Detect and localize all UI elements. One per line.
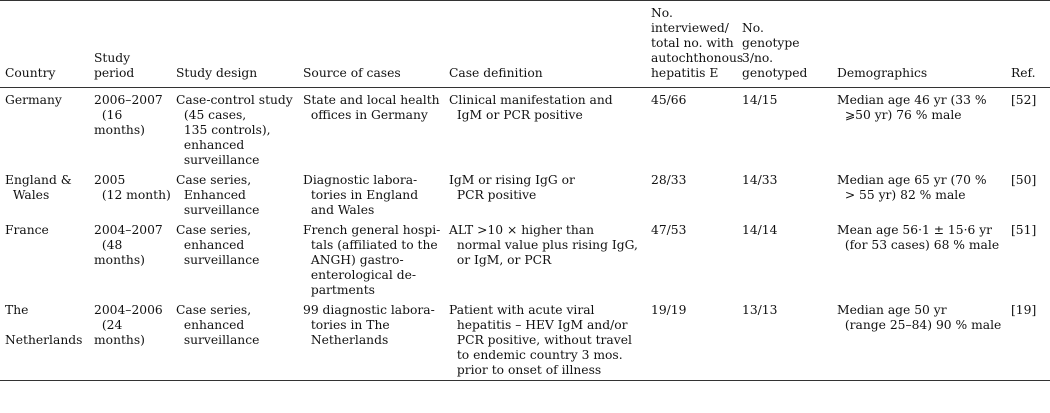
cell-ref: [51] xyxy=(1011,223,1037,237)
cell-line: IgM or rising IgG or xyxy=(449,173,575,187)
cell-case-definition xyxy=(444,88,646,169)
cell-line: Patient with acute viral xyxy=(449,303,595,317)
cell-no-interviewed: 28/33 xyxy=(651,173,687,187)
cell-line: enhanced xyxy=(176,318,245,332)
header-line: No. xyxy=(742,21,764,35)
cell-line: to endemic country 3 mos. xyxy=(449,348,623,362)
cell-line: PCR positive, without travel xyxy=(449,333,632,347)
cell-source-of-cases xyxy=(298,88,444,169)
cell-ref: [50] xyxy=(1011,173,1037,187)
cell-line: (for 53 cases) 68 % male xyxy=(837,238,1000,252)
cell-line: surveillance xyxy=(176,253,260,267)
cell-ref: [19] xyxy=(1011,303,1037,317)
cell-line: ⩾50 yr) 76 % male xyxy=(837,108,962,122)
cell-line: 2004–2006 xyxy=(94,303,163,317)
cell-line: French general hospi- xyxy=(303,223,441,237)
header-line: autochthonous xyxy=(651,51,744,65)
cell-line: ALT >10 × higher than xyxy=(449,223,595,237)
cell-line: (range 25–84) 90 % male xyxy=(837,318,1002,332)
cell-demographics xyxy=(832,218,1006,298)
cell-line: Case-control study xyxy=(176,93,293,107)
cell-line: Case series, xyxy=(176,173,252,187)
header-ref: Ref. xyxy=(1011,66,1036,80)
cell-ref: [52] xyxy=(1011,93,1037,107)
cell-study-design xyxy=(171,218,298,298)
header-line: genotyped xyxy=(742,66,808,80)
cell-case-definition xyxy=(444,298,646,381)
cell-case-definition xyxy=(444,218,646,298)
cell-study-design xyxy=(171,168,298,218)
cell-country xyxy=(0,298,89,381)
cell-line: enhanced xyxy=(176,138,245,152)
cell-line: tals (affiliated to the xyxy=(303,238,438,252)
header-line: total no. with xyxy=(651,36,734,50)
cell-genotype: 14/14 xyxy=(742,223,778,237)
table-row xyxy=(0,88,1050,169)
cell-genotype: 14/33 xyxy=(742,173,778,187)
cell-no-interviewed: 47/53 xyxy=(651,223,687,237)
header-country: Country xyxy=(5,66,56,80)
cell-line: Case series, xyxy=(176,303,252,317)
cell-line: ANGH) gastro- xyxy=(303,253,404,267)
cell-line: Netherlands xyxy=(5,318,83,347)
cell-line: Median age 50 yr xyxy=(837,303,947,317)
cell-no-interviewed: 19/19 xyxy=(651,303,687,317)
cell-study-period xyxy=(89,168,171,218)
cell-line: and Wales xyxy=(303,203,375,217)
cell-line: 2005 xyxy=(94,173,126,187)
cell-country xyxy=(0,88,89,169)
cell-study-period xyxy=(89,298,171,381)
cell-line: Germany xyxy=(5,93,62,107)
cell-country xyxy=(0,218,89,298)
cell-country xyxy=(0,168,89,218)
table-row xyxy=(0,168,1050,218)
cell-line: Mean age 56·1 ± 15·6 yr xyxy=(837,223,993,237)
cell-line: 2004–2007 xyxy=(94,223,163,237)
header-demographics: Demographics xyxy=(837,66,928,80)
cell-line: 99 diagnostic labora- xyxy=(303,303,435,317)
cell-line: partments xyxy=(303,283,375,297)
cell-line: State and local health xyxy=(303,93,440,107)
cell-line: surveillance xyxy=(176,203,260,217)
header-source-of-cases: Source of cases xyxy=(303,66,401,80)
cell-line: England & xyxy=(5,173,72,187)
cell-case-definition xyxy=(444,168,646,218)
table-row xyxy=(0,298,1050,381)
cell-line: Median age 46 yr (33 % xyxy=(837,93,987,107)
cell-line: (45 cases, xyxy=(176,108,247,122)
cell-line: offices in Germany xyxy=(303,108,428,122)
cell-study-design xyxy=(171,88,298,169)
cell-genotype: 14/15 xyxy=(742,93,778,107)
cell-line: Clinical manifestation and xyxy=(449,93,613,107)
cell-line: The xyxy=(5,303,29,317)
header-row xyxy=(0,1,1050,88)
header-study-period: Study period xyxy=(94,51,135,80)
cell-line: (12 month) xyxy=(94,188,171,202)
cell-line: Diagnostic labora- xyxy=(303,173,418,187)
cell-line: prior to onset of illness xyxy=(449,363,602,377)
cell-line: surveillance xyxy=(176,153,260,167)
cell-line: 135 controls), xyxy=(176,123,271,137)
cell-line: hepatitis – HEV IgM and/or xyxy=(449,318,628,332)
cell-demographics xyxy=(832,168,1006,218)
cell-line: enterological de- xyxy=(303,268,417,282)
cell-line: Enhanced xyxy=(176,188,246,202)
cell-line: or IgM, or PCR xyxy=(449,253,552,267)
cell-line: PCR positive xyxy=(449,188,537,202)
cell-genotype: 13/13 xyxy=(742,303,778,317)
cell-demographics xyxy=(832,88,1006,169)
cell-line: Netherlands xyxy=(303,333,389,347)
header-case-definition: Case definition xyxy=(449,66,543,80)
cell-line: tories in The xyxy=(303,318,390,332)
cell-source-of-cases xyxy=(298,168,444,218)
cell-line: (16 months) xyxy=(94,108,145,137)
cell-line: IgM or PCR positive xyxy=(449,108,583,122)
table-row xyxy=(0,218,1050,298)
cell-line: (48 months) xyxy=(94,238,145,267)
cell-line: 2006–2007 xyxy=(94,93,163,107)
cell-study-period xyxy=(89,88,171,169)
cell-line: normal value plus rising IgG, xyxy=(449,238,638,252)
cell-line: > 55 yr) 82 % male xyxy=(837,188,966,202)
header-line: hepatitis E xyxy=(651,66,719,80)
cell-line: Wales xyxy=(5,188,50,202)
cell-line: surveillance xyxy=(176,333,260,347)
cell-study-design xyxy=(171,298,298,381)
cell-line: Case series, xyxy=(176,223,252,237)
cell-source-of-cases xyxy=(298,218,444,298)
cell-line: France xyxy=(5,223,49,237)
header-line: genotype xyxy=(742,36,800,50)
cell-source-of-cases xyxy=(298,298,444,381)
cell-line: Median age 65 yr (70 % xyxy=(837,173,987,187)
header-no-interviewed xyxy=(646,1,744,88)
header-line: 3/no. xyxy=(742,51,773,65)
cell-line: (24 months) xyxy=(94,318,145,347)
header-genotype xyxy=(737,1,832,88)
cell-demographics xyxy=(832,298,1006,381)
header-line: No. interviewed/ xyxy=(651,6,729,35)
header-study-design: Study design xyxy=(176,66,258,80)
cell-no-interviewed: 45/66 xyxy=(651,93,687,107)
cell-study-period xyxy=(89,218,171,298)
cell-line: enhanced xyxy=(176,238,245,252)
cell-line: tories in England xyxy=(303,188,419,202)
